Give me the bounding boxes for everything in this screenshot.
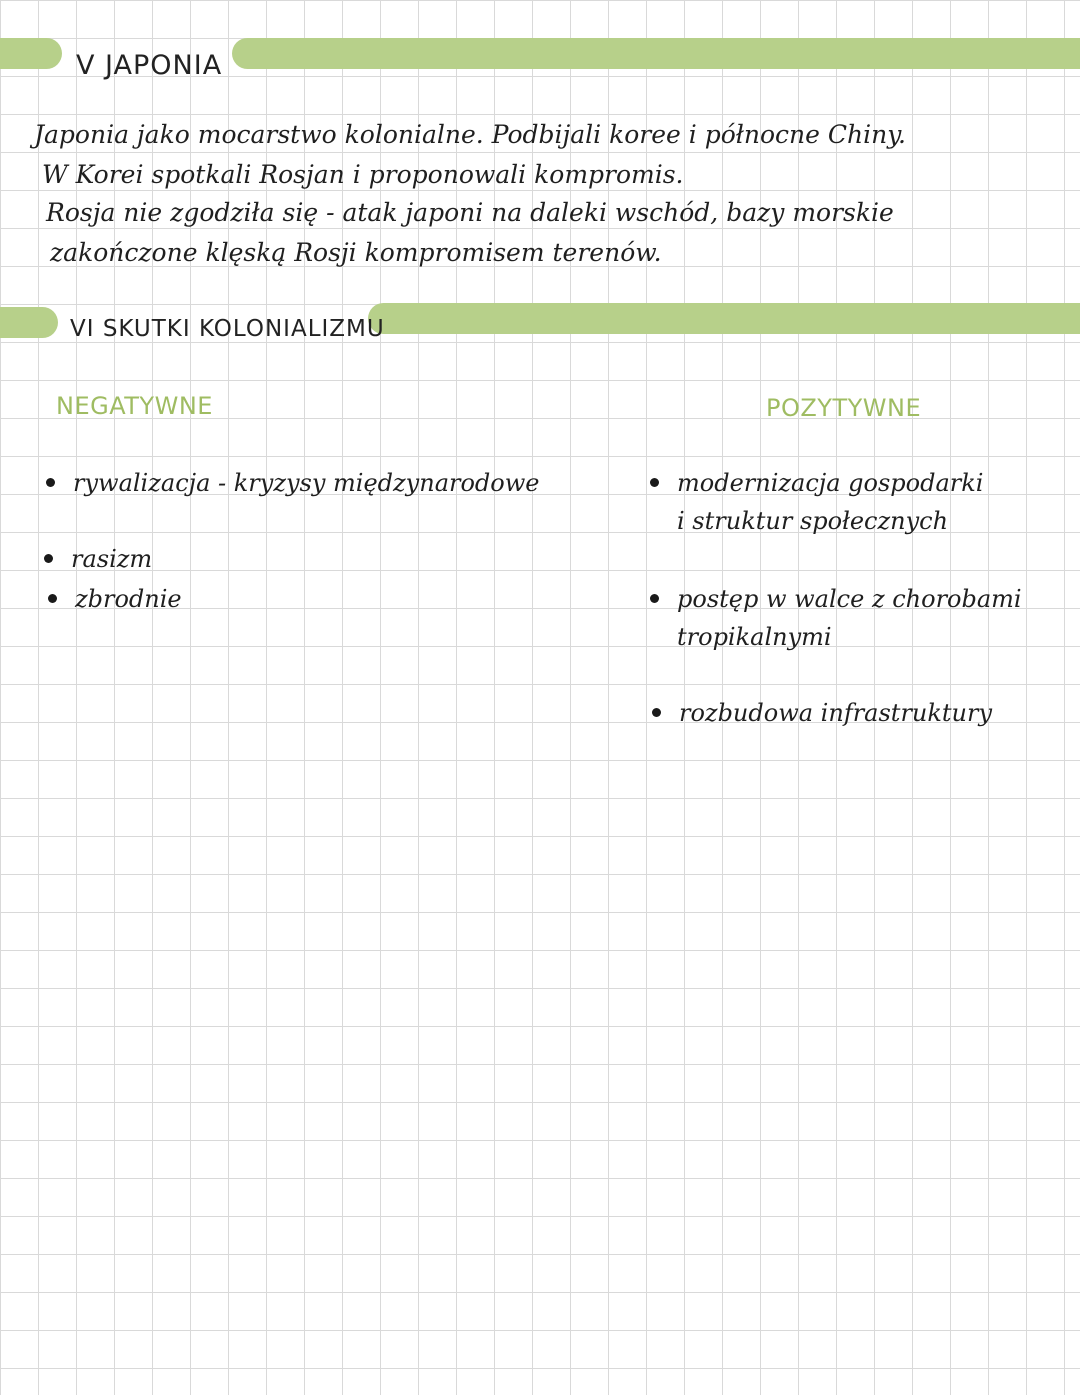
negative-item-2-text: rasizm (71, 545, 153, 573)
negative-item-2 (44, 540, 344, 578)
section5-line-3: Rosja nie zgodziła się - atak japoni na daleki wschód, bazy morskie (46, 198, 894, 227)
section5-heading: V JAPONIA (76, 50, 223, 81)
negative-column-title: NEGATYWNE (56, 392, 213, 420)
negative-item-3-text: zbrodnie (75, 585, 182, 613)
positive-item-1 (650, 464, 1050, 540)
section5-line-2: W Korei spotkali Rosjan i proponowali kompromis. (42, 160, 684, 189)
section6-heading: VI SKUTKI KOLONIALIZMU (70, 316, 385, 342)
positive-item-2-text: postęp w walce z chorobami tropikalnymi (677, 585, 1022, 651)
bullet-icon (652, 708, 661, 717)
negative-item-1-text: rywalizacja - kryzysy międzynarodowe (73, 469, 540, 497)
positive-item-3-text: rozbudowa infrastruktury (679, 699, 993, 727)
negative-item-1 (46, 464, 606, 502)
section5-line-1: Japonia jako mocarstwo kolonialne. Podbijali koree i północne Chiny. (34, 120, 906, 149)
section5-accent-bar-left (0, 38, 62, 69)
positive-item-3 (652, 694, 1052, 732)
section5-accent-bar-right (232, 38, 1080, 69)
section6-accent-bar-left (0, 307, 58, 338)
positive-item-2 (650, 580, 1050, 656)
bullet-icon (650, 594, 659, 603)
positive-column-title: POZYTYWNE (766, 394, 922, 422)
bullet-icon (44, 554, 53, 563)
section6-accent-bar-right (368, 303, 1080, 334)
bullet-icon (48, 594, 57, 603)
section5-line-4: zakończone klęską Rosji kompromisem terenów. (50, 238, 662, 267)
bullet-icon (650, 478, 659, 487)
positive-item-1-text: modernizacja gospodarki i struktur społecznych (677, 469, 984, 535)
bullet-icon (46, 478, 55, 487)
negative-item-3 (48, 580, 348, 618)
